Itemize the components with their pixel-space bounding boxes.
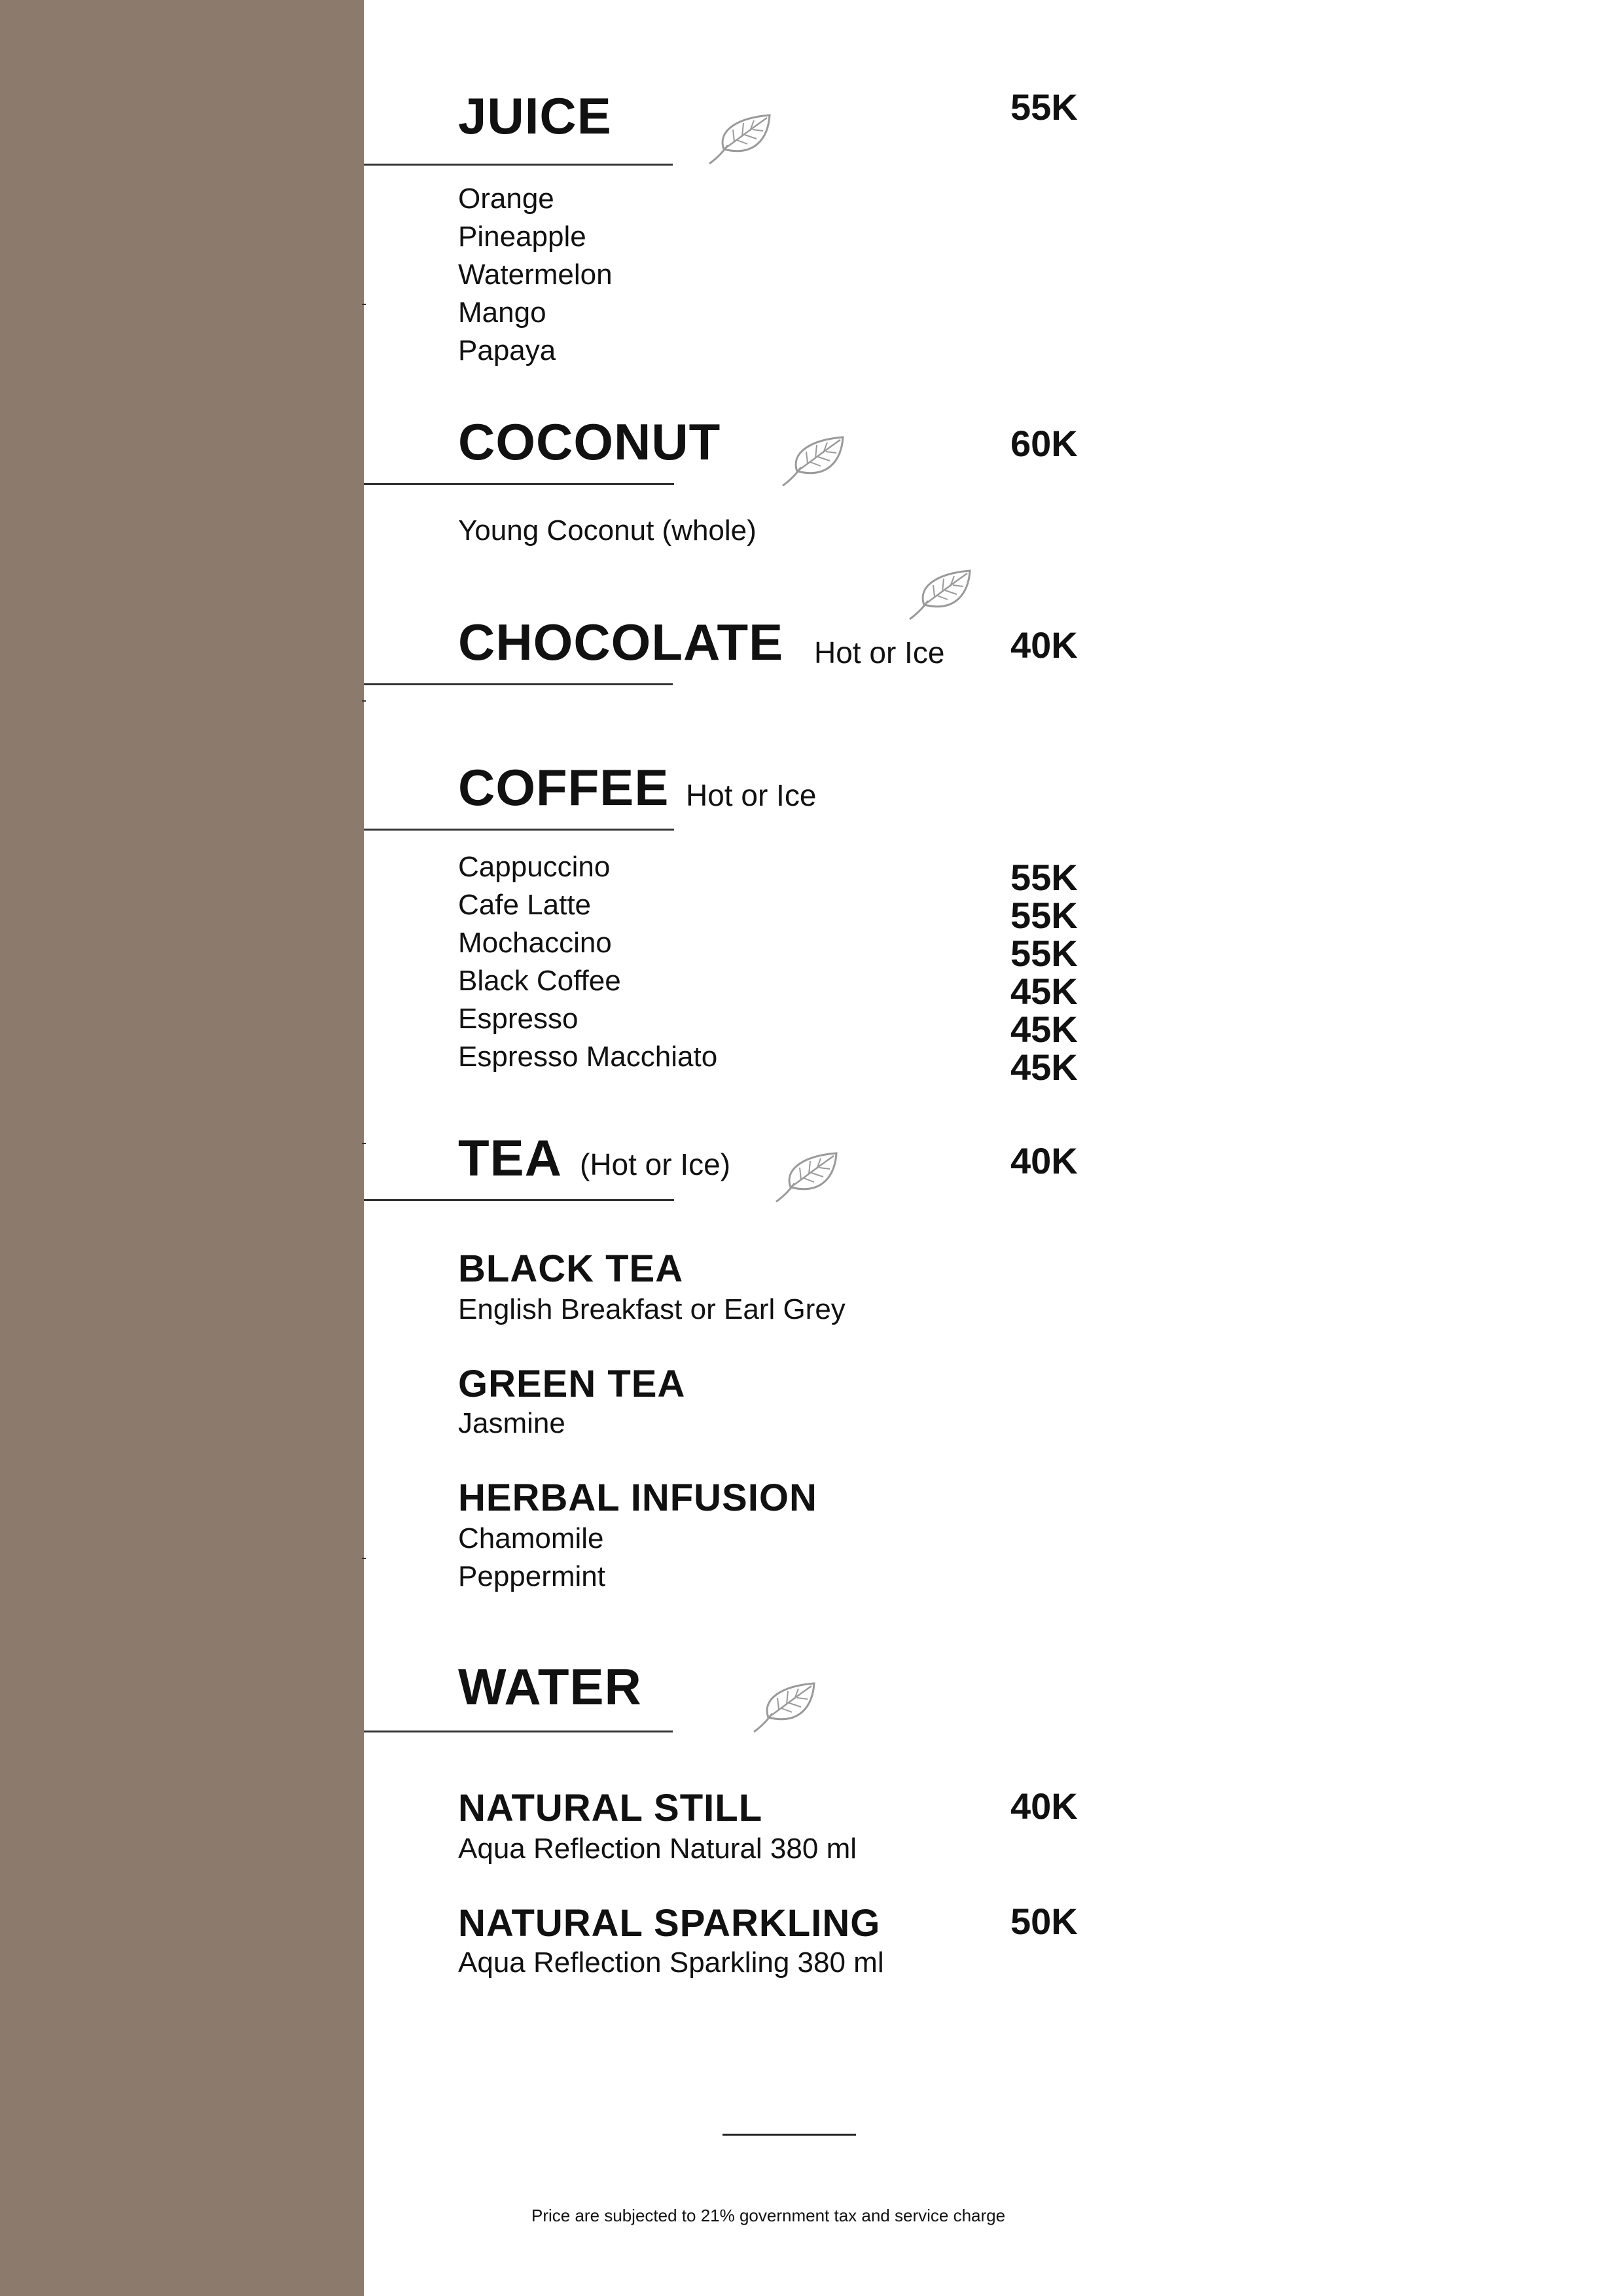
divider-tea <box>364 1199 674 1201</box>
section-subtitle-tea: (Hot or Ice) <box>580 1147 731 1181</box>
section-title-water: WATER <box>458 1658 642 1715</box>
list-item: Cafe Latte <box>458 889 592 921</box>
price-tea: 40K <box>1010 1140 1078 1181</box>
item-price: 55K <box>1010 895 1078 936</box>
price-water-sparkling: 50K <box>1010 1901 1078 1942</box>
list-item: Papaya <box>458 334 556 367</box>
leaf-icon <box>904 567 976 623</box>
sidebar-tick <box>362 304 366 305</box>
tea-group-herbal: HERBAL INFUSION <box>458 1477 817 1519</box>
list-item: Watermelon <box>458 259 613 291</box>
list-item: Espresso Macchiato <box>458 1041 718 1073</box>
list-item: Mochaccino <box>458 927 612 959</box>
leaf-icon <box>777 433 849 490</box>
footer-note: Price are subjected to 21% government tax and service charge <box>531 2206 1006 2225</box>
leaf-icon <box>704 111 776 168</box>
price-chocolate: 40K <box>1010 624 1078 666</box>
divider-chocolate <box>364 683 673 685</box>
water-item-name: NATURAL SPARKLING <box>458 1902 881 1945</box>
section-title-coffee: COFFEE <box>458 759 669 816</box>
list-item: Young Coconut (whole) <box>458 514 757 547</box>
item-price: 45K <box>1010 1047 1078 1088</box>
water-item-name: NATURAL STILL <box>458 1787 763 1829</box>
section-subtitle-chocolate: Hot or Ice <box>814 636 945 670</box>
price-list-coffee <box>1010 859 1078 1086</box>
section-title-juice: JUICE <box>458 87 612 145</box>
item-list-coffee <box>458 848 717 1076</box>
divider-coconut <box>364 483 674 485</box>
list-item: Mango <box>458 296 546 329</box>
sidebar-tick <box>362 700 366 702</box>
list-item: Pineapple <box>458 221 586 253</box>
section-title-tea: TEA <box>458 1129 562 1187</box>
divider-juice <box>364 164 673 166</box>
list-item: Black Coffee <box>458 965 621 997</box>
price-juice: 55K <box>1010 86 1078 128</box>
list-item: Cappuccino <box>458 851 611 883</box>
sidebar-tick <box>362 1143 366 1144</box>
tea-group-black: BLACK TEA <box>458 1247 684 1290</box>
leaf-icon <box>749 1679 821 1736</box>
tea-group-line: Chamomile <box>458 1522 604 1554</box>
item-list-juice <box>458 180 613 370</box>
section-title-coconut: COCONUT <box>458 413 721 471</box>
list-item: Espresso <box>458 1003 579 1035</box>
price-water-still: 40K <box>1010 1785 1078 1827</box>
item-price: 55K <box>1010 933 1078 974</box>
item-price: 55K <box>1010 857 1078 898</box>
item-list-coconut <box>458 512 757 550</box>
sidebar-panel <box>0 0 364 2296</box>
tea-group-green: GREEN TEA <box>458 1363 686 1405</box>
footer-divider <box>722 2134 856 2136</box>
divider-water <box>364 1731 673 1732</box>
water-item-desc: Aqua Reflection Sparkling 380 ml <box>458 1946 884 1979</box>
leaf-icon <box>771 1149 843 1206</box>
water-item-desc: Aqua Reflection Natural 380 ml <box>458 1833 857 1865</box>
tea-group-line: English Breakfast or Earl Grey <box>458 1293 846 1325</box>
sidebar-tick <box>362 1558 366 1559</box>
tea-group-line: Peppermint <box>458 1560 606 1592</box>
price-coconut: 60K <box>1010 423 1078 464</box>
divider-coffee <box>364 829 674 831</box>
tea-group-line: Jasmine <box>458 1407 565 1439</box>
section-subtitle-coffee: Hot or Ice <box>686 778 817 812</box>
list-item: Orange <box>458 183 554 215</box>
section-title-chocolate: CHOCOLATE <box>458 613 784 671</box>
item-price: 45K <box>1010 971 1078 1012</box>
item-price: 45K <box>1010 1009 1078 1050</box>
